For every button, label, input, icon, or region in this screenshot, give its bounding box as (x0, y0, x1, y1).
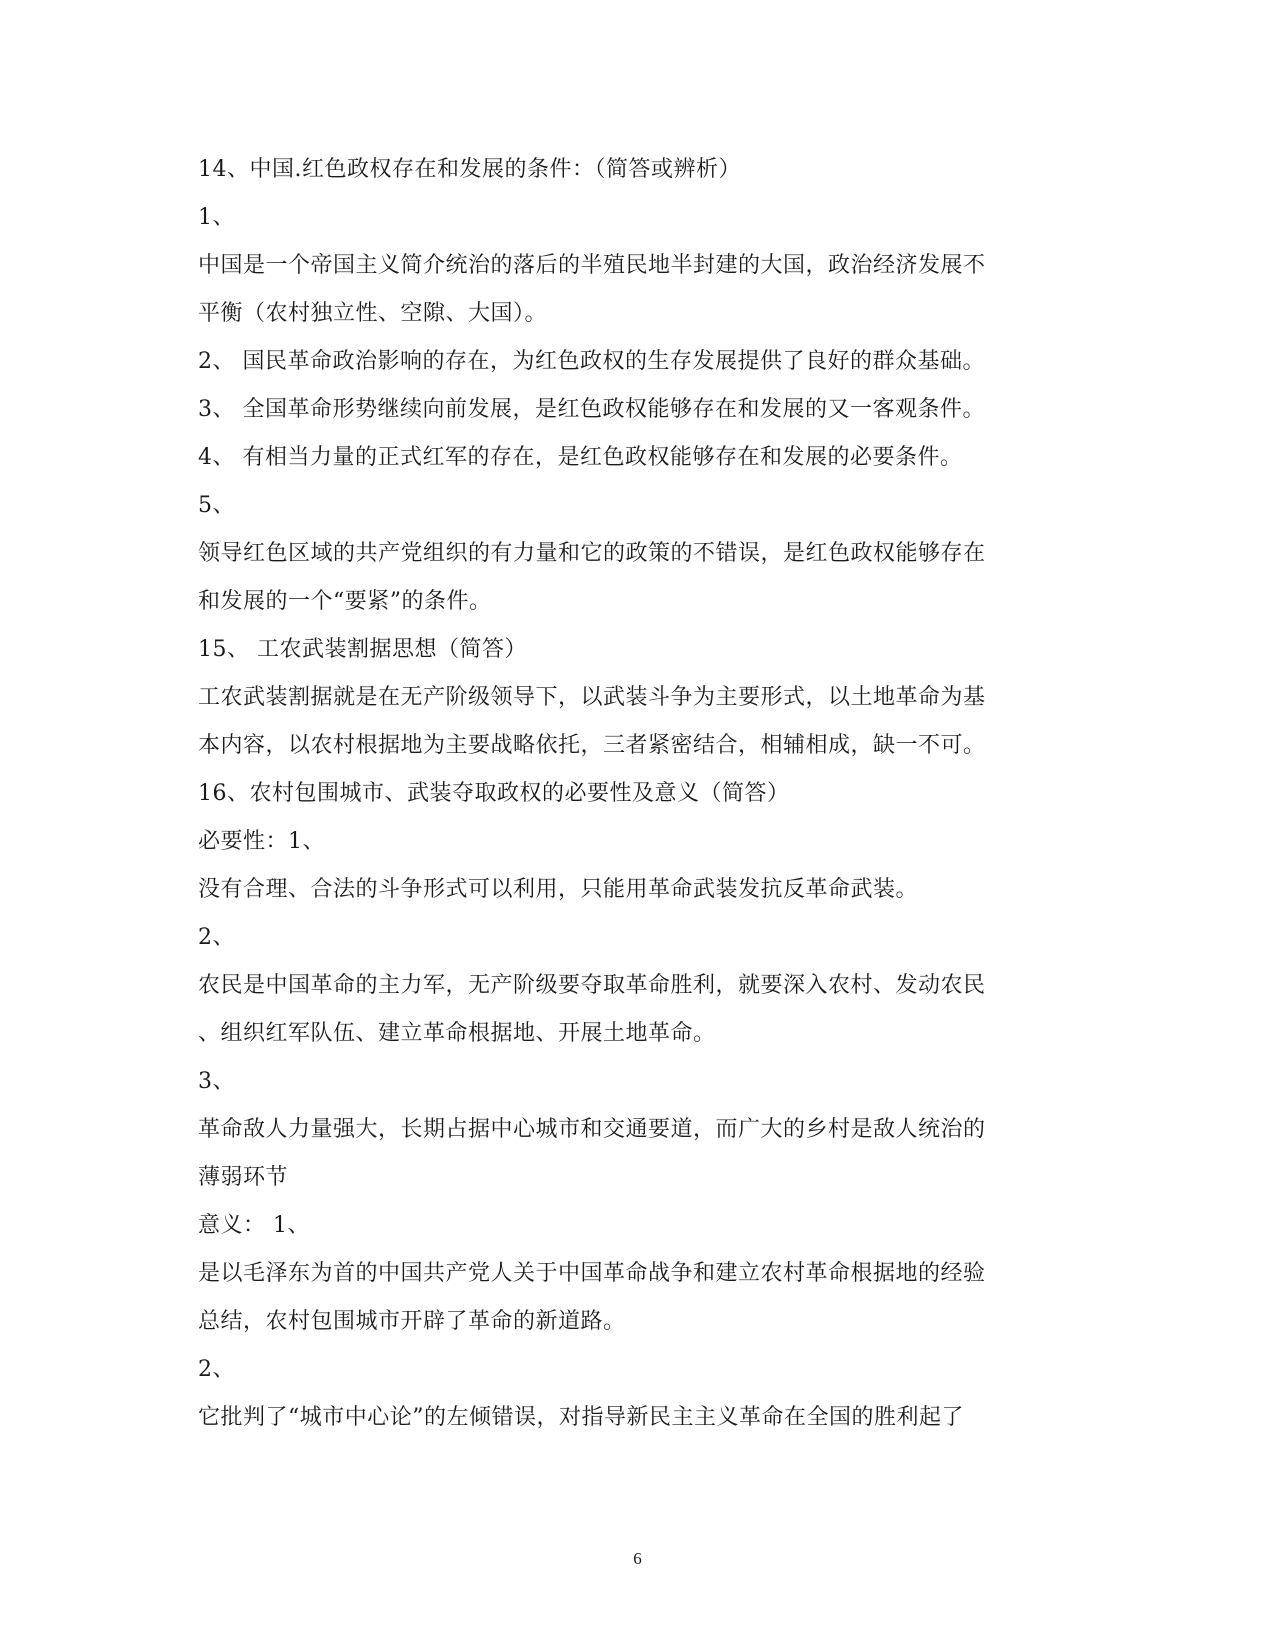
text-line: 3、 (198, 1069, 235, 1094)
text-line: 本内容，以农村根据地为主要战略依托，三者紧密结合，相辅相成，缺一不可。 (198, 733, 986, 758)
text-line: 领导红色区域的共产党组织的有力量和它的政策的不错误，是红色政权能够存在 (198, 541, 986, 566)
text-line: 薄弱环节 (198, 1165, 289, 1190)
text-line: 2、 (198, 1357, 235, 1382)
text-line: 2、 国民革命政治影响的存在，为红色政权的生存发展提供了良好的群众基础。 (198, 349, 985, 374)
text-line: 必要性：1、 (198, 829, 325, 854)
text-line: 3、 全国革命形势继续向前发展，是红色政权能够存在和发展的又一客观条件。 (198, 397, 985, 422)
text-line: 15、 工农武装割据思想（简答） (198, 637, 527, 662)
text-line: 2、 (198, 925, 235, 950)
text-line: 中国是一个帝国主义简介统治的落后的半殖民地半封建的大国，政治经济发展不 (198, 253, 986, 278)
text-line: 14、中国.红色政权存在和发展的条件：（简答或辨析） (198, 157, 741, 182)
text-line: 总结，农村包围城市开辟了革命的新道路。 (198, 1309, 626, 1334)
text-line: 平衡（农村独立性、空隙、大国）。 (198, 301, 548, 326)
document-body (198, 158, 1078, 1454)
text-line: 、组织红军队伍、建立革命根据地、开展土地革命。 (198, 1021, 716, 1046)
text-line: 革命敌人力量强大，长期占据中心城市和交通要道，而广大的乡村是敌人统治的 (198, 1117, 986, 1142)
text-line: 4、 有相当力量的正式红军的存在，是红色政权能够存在和发展的必要条件。 (198, 445, 963, 470)
text-line: 没有合理、合法的斗争形式可以利用，只能用革命武装发抗反革命武装。 (198, 877, 919, 902)
text-line: 和发展的一个“要紧”的条件。 (198, 589, 492, 614)
text-line: 意义： 1、 (198, 1213, 310, 1238)
text-line: 16、农村包围城市、武装夺取政权的必要性及意义（简答） (198, 781, 790, 806)
text-line: 农民是中国革命的主力军，无产阶级要夺取革命胜利，就要深入农村、发动农民 (198, 973, 986, 998)
text-line: 它批判了“城市中心论”的左倾错误，对指导新民主主义革命在全国的胜利起了 (198, 1405, 964, 1430)
text-line: 工农武装割据就是在无产阶级领导下，以武装斗争为主要形式，以土地革命为基 (198, 685, 986, 710)
text-line: 是以毛泽东为首的中国共产党人关于中国革命战争和建立农村革命根据地的经验 (198, 1261, 986, 1286)
page-number: 6 (633, 1549, 642, 1568)
text-line: 1、 (198, 205, 235, 230)
text-line: 5、 (198, 493, 235, 518)
